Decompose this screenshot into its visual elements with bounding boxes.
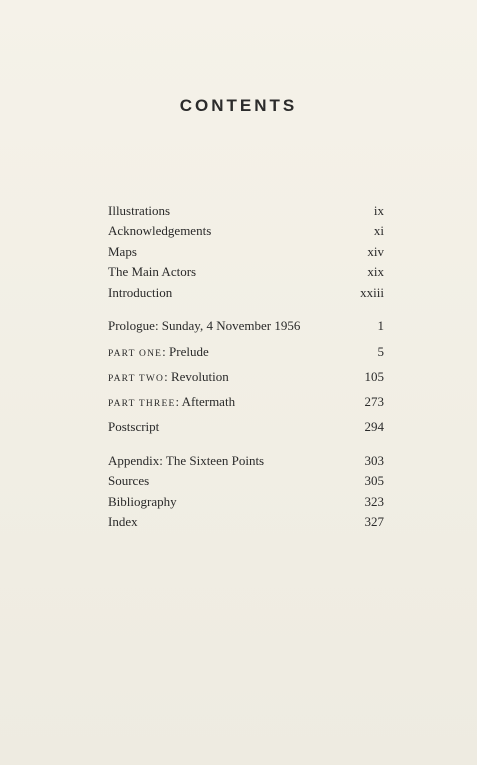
toc-entry-index	[108, 513, 384, 531]
toc-entry-page: 105	[364, 369, 384, 384]
toc-entry-bibliography	[108, 493, 384, 511]
toc-entry-label: Maps	[108, 244, 137, 259]
toc-entry-page: ix	[373, 203, 384, 218]
toc-entry-label: PART ONE: Prelude	[108, 344, 209, 359]
toc-entry-label: The Main Actors	[108, 264, 197, 279]
toc-entry-page: 323	[364, 494, 384, 509]
toc-entry-page: xxiii	[360, 285, 384, 300]
toc-part-label: PART ONE	[108, 349, 163, 359]
toc-entry-sources	[108, 472, 384, 490]
toc-entry-postscript	[108, 418, 384, 436]
toc-entry-page: xix	[367, 264, 384, 279]
toc-part-title: Aftermath	[181, 394, 236, 409]
toc-entry-appendix	[108, 452, 384, 470]
toc-entry-label: Index	[108, 514, 138, 529]
toc-entry-main-actors	[108, 263, 384, 281]
toc-entry-page: 294	[364, 419, 384, 434]
toc-entry-label: Prologue: Sunday, 4 November 1956	[108, 318, 301, 333]
toc-entry-label: Sources	[108, 473, 150, 488]
toc-entry-page: 5	[377, 344, 384, 359]
toc-entry-maps	[108, 243, 384, 261]
toc-entry-part-three	[108, 393, 384, 411]
toc-entry-page: 1	[377, 318, 384, 333]
toc-entry-page: xi	[373, 223, 384, 238]
toc-entry-label: Postscript	[108, 419, 160, 434]
toc-entry-page: 273	[364, 394, 384, 409]
toc-entry-acknowledgements	[108, 222, 384, 240]
toc-entry-page: 327	[364, 514, 384, 529]
toc-part-label: PART TWO	[108, 374, 165, 384]
toc-entry-label: PART THREE: Aftermath	[108, 394, 236, 409]
toc-entry-part-one	[108, 343, 384, 361]
toc-entry-label: Appendix: The Sixteen Points	[108, 453, 265, 468]
toc-part-label: PART THREE	[108, 399, 176, 409]
toc-entry-part-two	[108, 368, 384, 386]
contents-title: CONTENTS	[179, 96, 298, 115]
toc-entry-label: Illustrations	[108, 203, 171, 218]
toc-entry-illustrations	[108, 202, 384, 220]
toc-entry-page: xiv	[367, 244, 384, 259]
toc-entry-label: Bibliography	[108, 494, 177, 509]
toc-part-title: Prelude	[169, 344, 209, 359]
toc-entry-label: PART TWO: Revolution	[108, 369, 229, 384]
toc-entry-label: Introduction	[108, 285, 173, 300]
toc-entry-page: 303	[364, 453, 384, 468]
toc-entry-label: Acknowledgements	[108, 223, 212, 238]
toc-entry-prologue	[108, 317, 384, 335]
toc-entry-page: 305	[364, 473, 384, 488]
toc-entry-introduction	[108, 284, 384, 302]
toc-part-title: Revolution	[170, 369, 229, 384]
